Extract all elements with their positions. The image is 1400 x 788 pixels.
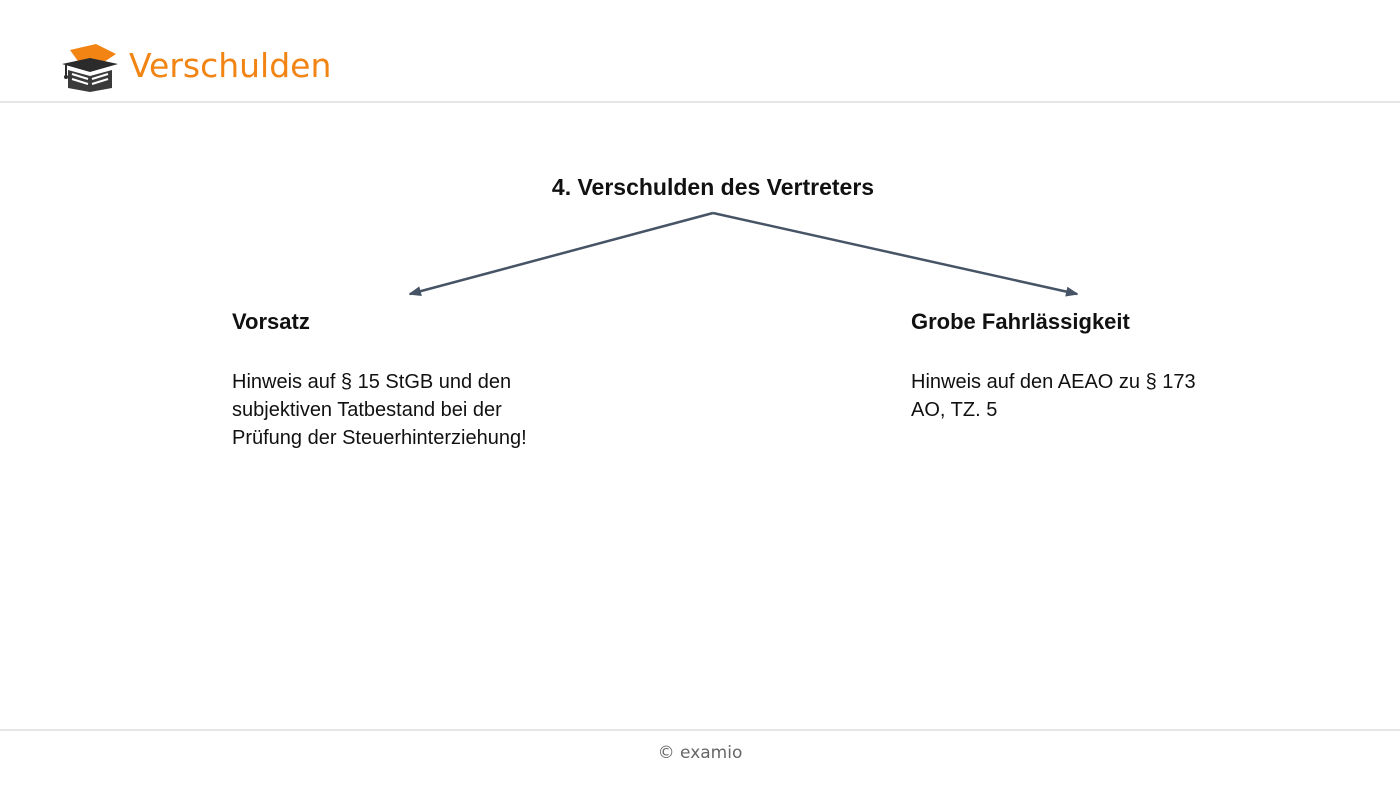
branch-title: Grobe Fahrlässigkeit	[911, 309, 1130, 334]
branch-text: Hinweis auf den AEAO zu § 173 AO, TZ. 5	[911, 371, 1196, 421]
branch-grobe-fahrlaessigkeit	[911, 307, 1251, 424]
diagram-root-title: 4. Verschulden des Vertreters	[551, 174, 875, 200]
copyright-text: © examio	[657, 743, 743, 763]
slide-footer	[0, 729, 1400, 788]
arrow-to-grobe-fahrlaessigkeit	[713, 213, 1077, 294]
branch-title: Vorsatz	[232, 309, 310, 334]
branch-vorsatz	[232, 307, 572, 452]
branch-text: Hinweis auf § 15 StGB und den subjektiven Tatbestand bei der Prüfung der Steuerhinterziehung!	[232, 371, 527, 449]
page-title: Verschulden	[129, 46, 332, 85]
arrow-to-vorsatz	[410, 213, 713, 294]
